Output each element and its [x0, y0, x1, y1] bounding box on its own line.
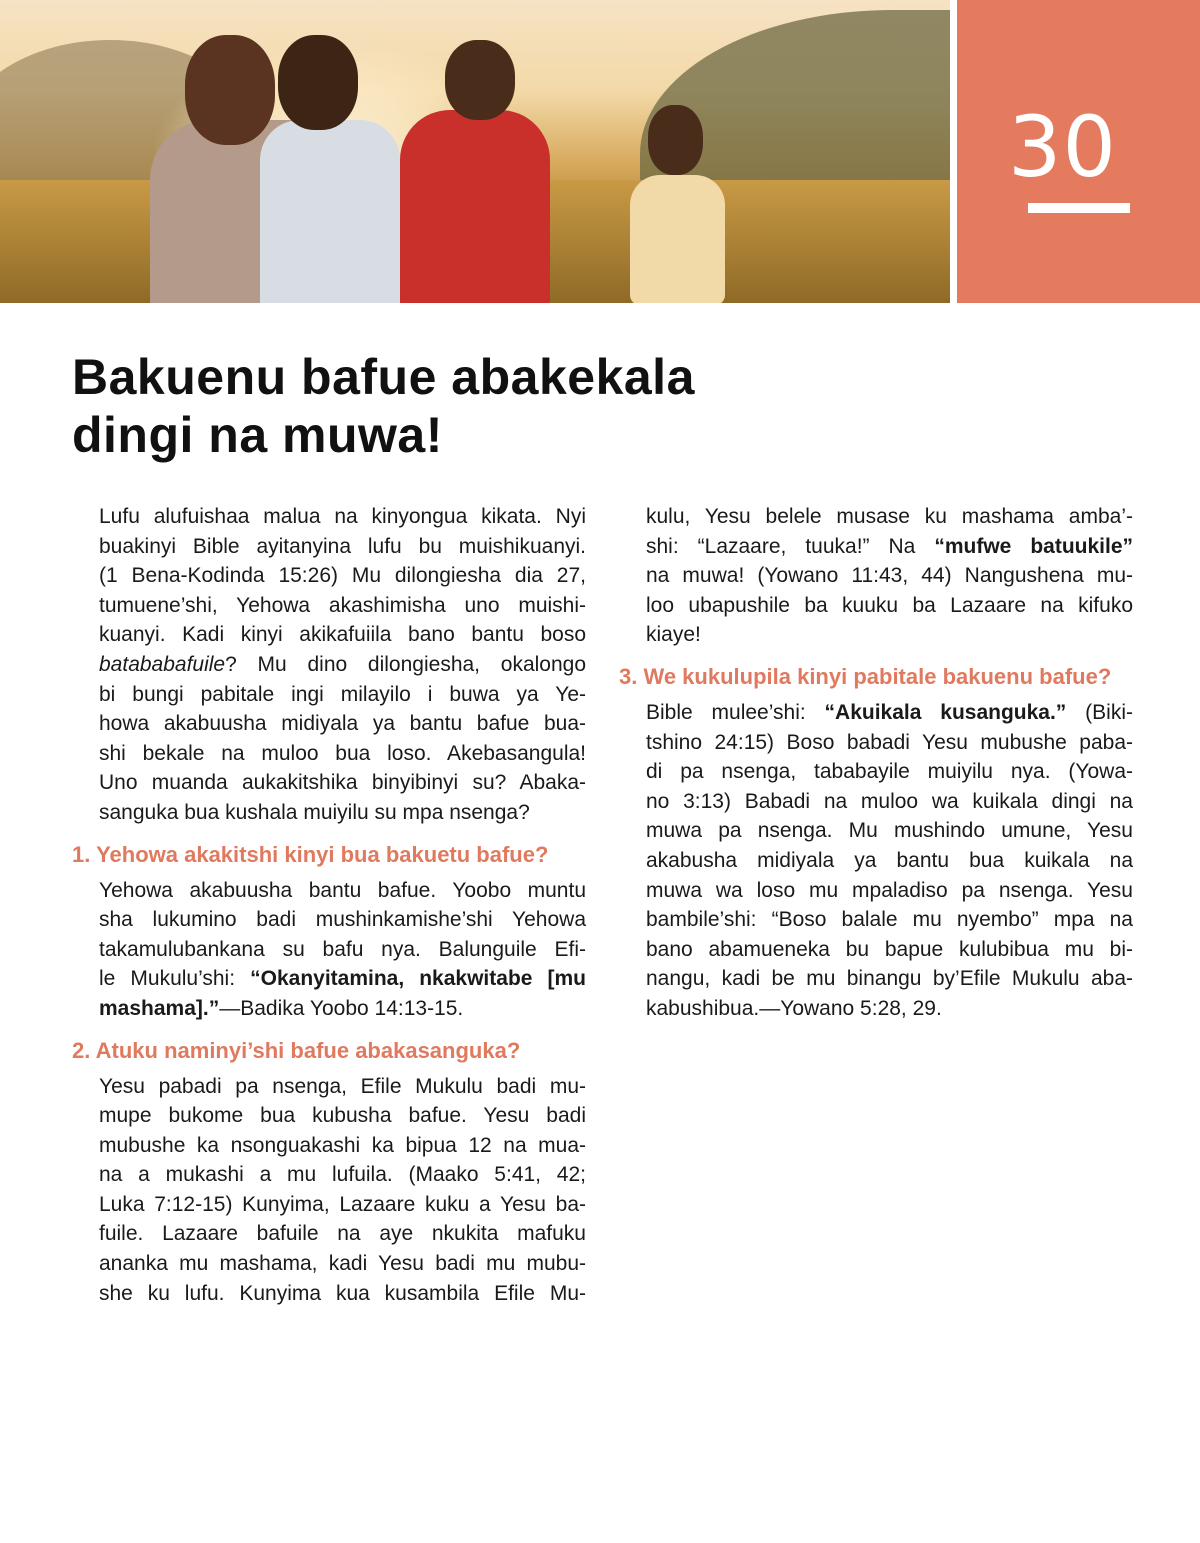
- text-run: tumuene’shi, Yehowa akashimisha uno muishi-: [99, 593, 586, 617]
- text-line: [646, 816, 1133, 846]
- text-line: [646, 935, 1133, 965]
- right-column: [619, 502, 1133, 1024]
- text-line: [646, 846, 1133, 876]
- paragraph: [99, 502, 586, 828]
- text-line: [99, 1101, 586, 1131]
- text-line: [99, 1072, 586, 1102]
- lesson-number: 30: [1008, 98, 1117, 196]
- lesson-number-badge: [957, 0, 1200, 303]
- text-run: Uno muanda aukakitshika binyibinyi su? Abaka-: [99, 771, 586, 795]
- text-line: [646, 620, 1133, 650]
- bold-text: “Okanyitamina, nkakwitabe [mu: [250, 967, 586, 991]
- text-run: bi bungi pabitale ingi milayilo i buwa ya Ye-: [99, 682, 586, 706]
- text-run: Bible mulee’shi:: [646, 700, 825, 724]
- title-line: Bakuenu bafue abakekala: [72, 349, 695, 405]
- text-run: shi: “Lazaare, tuuka!” Na: [646, 534, 935, 558]
- text-line: [99, 1160, 586, 1190]
- text-line: [99, 1279, 586, 1309]
- text-run: ? Mu dino dilongiesha, okalongo: [225, 652, 586, 676]
- text-line: [99, 591, 586, 621]
- paragraph: [646, 502, 1133, 650]
- text-run: tshino 24:15) Boso babadi Yesu mubushe paba-: [646, 730, 1133, 754]
- text-run: mubushe ka nsonguakashi ka bipua 12 na mua-: [99, 1133, 586, 1157]
- text-run: nangu, kadi be mu binangu by’Efile Mukulu aba-: [646, 967, 1133, 991]
- text-line: [646, 591, 1133, 621]
- text-run: bambile’shi: “Boso balale mu nyembo” mpa na: [646, 908, 1133, 932]
- family-photo: [0, 0, 950, 303]
- text-run: kiaye!: [646, 623, 701, 647]
- text-line: [646, 964, 1133, 994]
- text-run: howa akabuusha midiyala ya bantu bafue bua-: [99, 712, 586, 736]
- text-line: [99, 798, 586, 828]
- italic-text: batababafuile: [99, 652, 226, 676]
- text-line: [99, 532, 586, 562]
- text-run: Yesu pabadi pa nsenga, Efile Mukulu badi mu-: [99, 1074, 586, 1098]
- left-column: [72, 502, 586, 1308]
- text-line: [99, 1249, 586, 1279]
- question-heading: 3. We kukulupila kinyi pabitale bakuenu bafue?: [619, 663, 1112, 689]
- text-run: (Biki-: [1066, 700, 1133, 724]
- text-run: Luka 7:12-15) Kunyima, Lazaare kuku a Yesu ba-: [99, 1192, 586, 1216]
- paragraph: [646, 698, 1133, 1024]
- text-run: sha lukumino badi mushinkamishe’shi Yehowa: [99, 908, 586, 932]
- text-run: takamulubankana su bafu nya. Balunguile Efi-: [99, 937, 586, 961]
- text-run: kuanyi. Kadi kinyi akikafuiila bano bantu boso: [99, 623, 586, 647]
- paragraph: [99, 876, 586, 1024]
- text-line: [99, 768, 586, 798]
- text-line: [99, 994, 586, 1024]
- text-run: muwa pa nsenga. Mu mushindo umune, Yesu: [646, 819, 1133, 843]
- text-run: fuile. Lazaare bafuile na aye nkukita mafuku: [99, 1222, 586, 1246]
- text-line: [99, 680, 586, 710]
- text-run: akabusha midiyala ya bantu bua kuikala na: [646, 848, 1133, 872]
- text-run: shi bekale na muloo bua loso. Akebasangula!: [99, 741, 586, 765]
- text-line: [99, 905, 586, 935]
- text-line: [99, 1190, 586, 1220]
- page-title: [72, 348, 695, 464]
- text-run: (1 Bena-Kodinda 15:26) Mu dilongiesha dia 27,: [99, 564, 586, 588]
- text-run: mupe bukome bua kubusha bafue. Yesu badi: [99, 1104, 586, 1128]
- text-run: muwa wa loso mu mpaladiso pa nsenga. Yesu: [646, 878, 1133, 902]
- text-line: [99, 650, 586, 680]
- text-line: [99, 1131, 586, 1161]
- text-line: [646, 905, 1133, 935]
- question-heading: 1. Yehowa akakitshi kinyi bua bakuetu bafue?: [72, 841, 549, 867]
- text-run: kulu, Yesu belele musase ku mashama amba’-: [646, 505, 1133, 528]
- text-run: le Mukulu’shi:: [99, 967, 251, 991]
- text-line: [99, 739, 586, 769]
- text-line: [646, 757, 1133, 787]
- text-line: [99, 709, 586, 739]
- text-line: [99, 620, 586, 650]
- text-run: she ku lufu. Kunyima kua kusambila Efile Mu-: [99, 1281, 586, 1305]
- text-line: [99, 935, 586, 965]
- text-run: Lufu alufuishaa malua na kinyongua kikata. Nyi: [99, 505, 586, 528]
- text-run: sanguka bua kushala muiyilu su mpa nsenga?: [99, 800, 530, 824]
- text-run: Yehowa akabuusha bantu bafue. Yoobo muntu: [99, 878, 586, 902]
- text-run: —Badika Yoobo 14:13-15.: [219, 996, 464, 1020]
- text-run: na a mukashi a mu lufuila. (Maako 5:41, 42;: [99, 1163, 586, 1187]
- bold-text: mashama].”: [99, 996, 220, 1020]
- text-line: [99, 964, 586, 994]
- bold-text: “Akuikala kusanguka.”: [824, 700, 1067, 724]
- text-line: [99, 1219, 586, 1249]
- text-line: [646, 532, 1133, 562]
- text-line: [99, 876, 586, 906]
- text-line: [99, 561, 586, 591]
- question-heading: 2. Atuku naminyi’shi bafue abakasanguka?: [72, 1037, 521, 1063]
- title-line: dingi na muwa!: [72, 407, 443, 463]
- text-run: no 3:13) Babadi na muloo wa kuikala dingi na: [646, 789, 1133, 813]
- text-line: [646, 787, 1133, 817]
- text-line: [646, 876, 1133, 906]
- text-run: di pa nsenga, tababayile muiyilu nya. (Yowa-: [646, 760, 1133, 784]
- text-run: buakinyi Bible ayitanyina lufu bu muishikuanyi.: [99, 534, 586, 558]
- text-run: bano abamueneka bu bapue kulubibua mu bi-: [646, 937, 1133, 961]
- text-run: loo ubapushile ba kuuku ba Lazaare na kifuko: [646, 593, 1133, 617]
- text-run: na muwa! (Yowano 11:43, 44) Nangushena mu-: [646, 564, 1133, 588]
- text-run: kabushibua.—Yowano 5:28, 29.: [646, 996, 942, 1020]
- paragraph: [99, 1072, 586, 1309]
- bold-text: “mufwe batuukile”: [934, 534, 1134, 558]
- text-line: [646, 502, 1133, 532]
- text-line: [99, 502, 586, 532]
- text-run: ananka mu mashama, kadi Yesu badi mu mubu-: [99, 1252, 586, 1276]
- lesson-number-underline: [1028, 203, 1130, 213]
- text-line: [646, 561, 1133, 591]
- text-line: [646, 994, 1133, 1024]
- text-line: [646, 728, 1133, 758]
- text-line: [646, 698, 1133, 728]
